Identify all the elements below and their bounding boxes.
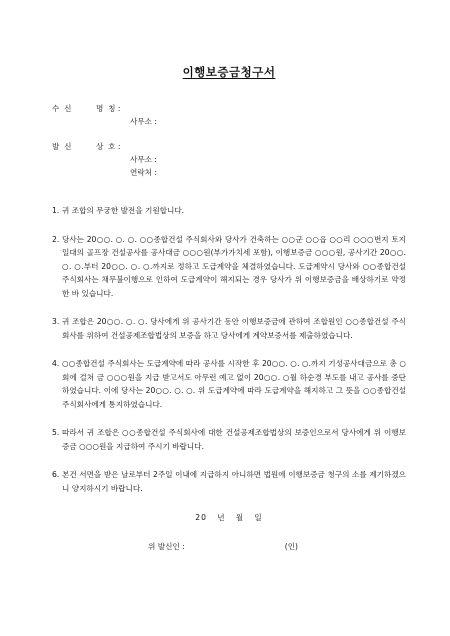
document-date: 20 년 월 일 [195,512,263,522]
clause-list [52,204,406,495]
clause-text: 귀 조합의 무궁한 발전을 기원합니다. [62,206,185,216]
recipient-office-key: 사무소 : [130,117,157,127]
signature-blank [215,541,255,552]
clause-text: 귀 조합은 20○○. ○. ○. 당사에게 위 공사기간 동안 이행보증금에 관하여 조합원인 ○○종합건설 주식회사를 위하여 건설공제조합법상의 보증을 하고 당사에게 계약보증서를 제출하였습니다. [62,317,406,340]
sender-label: 발 신 [52,142,72,152]
recipient-name-row [96,103,406,116]
clause-number: 6. [52,470,60,480]
sender-contact-key: 연락처 : [130,168,157,178]
clause-number: 4. [52,359,60,369]
recipient-name-key: 명 칭 : [96,104,121,114]
clause-item [52,233,406,301]
clause-number: 1. [52,206,60,216]
clause-text: 따라서 귀 조합은 ○○종합건설 주식회사에 대한 건설공제조합법상의 보증인으로서 당사에게 위 이행보증금 ○○○원을 지급하여 주시기 바랍니다. [62,428,406,451]
sender-contact-row [96,167,406,180]
sender-office-row [96,154,406,167]
signature-line [52,541,406,552]
clause-item [52,357,406,411]
clause-text: 당사는 20○○. ○. ○. ○○종합건설 주식회사와 당사가 건축하는 ○○군 ○○읍 ○○리 ○○○번지 토지 일대의 골프장 건설공사를 공사대금 ○○○원(부가가치세 포함), 이행보증금 ○○○원, 공사기간 20○○. ○. ○.부터 20○○. ○. ○.까지로 정하고 도급계약을 체결하였습니다. 도급계약시 당사와 ○○종합건설 주식회사는 채무불이행으로 인하여 도급계약이 해지되는 경우 당사가 위 이행보증금을 배상하기로 약정한 바 있습니다. [62,234,406,298]
clause-item [52,204,406,218]
clause-item [52,315,406,342]
recipient-label: 수 신 [52,104,72,114]
clause-number: 5. [52,428,60,438]
sender-company-row [96,141,406,154]
clause-text: 본건 서면을 받은 날로부터 2주일 이내에 지급하지 아니하면 법원에 이행보증금 청구의 소를 제기하겠으니 양지하시기 바랍니다. [62,470,406,493]
document-title: 이행보증금청구서 [182,65,276,79]
clause-item [52,426,406,453]
seal-mark: (인) [284,541,298,551]
sender-office-key: 사무소 : [130,155,157,165]
recipient-office-row [96,116,406,129]
signature-label: 위 발신인 : [148,541,185,551]
sender-block [52,141,406,180]
sender-company-key: 상 호 : [96,142,121,152]
clause-text: ○○종합건설 주식회사는 도급계약에 따라 공사를 시작한 후 20○○. ○. ○.까지 기성공사대금으로 총 ○회에 걸쳐 금 ○○○원을 지급 받고서도 아무런 예고 없이 20○○. ○월 하순경 부도를 내고 공사를 중단하였습니다. 이에 당사는 20○○. ○. ○. 위 도급계약에 따라 도급계약을 해지하고 그 뜻을 ○○종합건설 주식회사에게 통지하였습니다. [62,359,406,409]
clause-number: 2. [52,234,60,244]
clause-item [52,468,406,495]
clause-number: 3. [52,317,60,327]
recipient-block [52,103,406,129]
